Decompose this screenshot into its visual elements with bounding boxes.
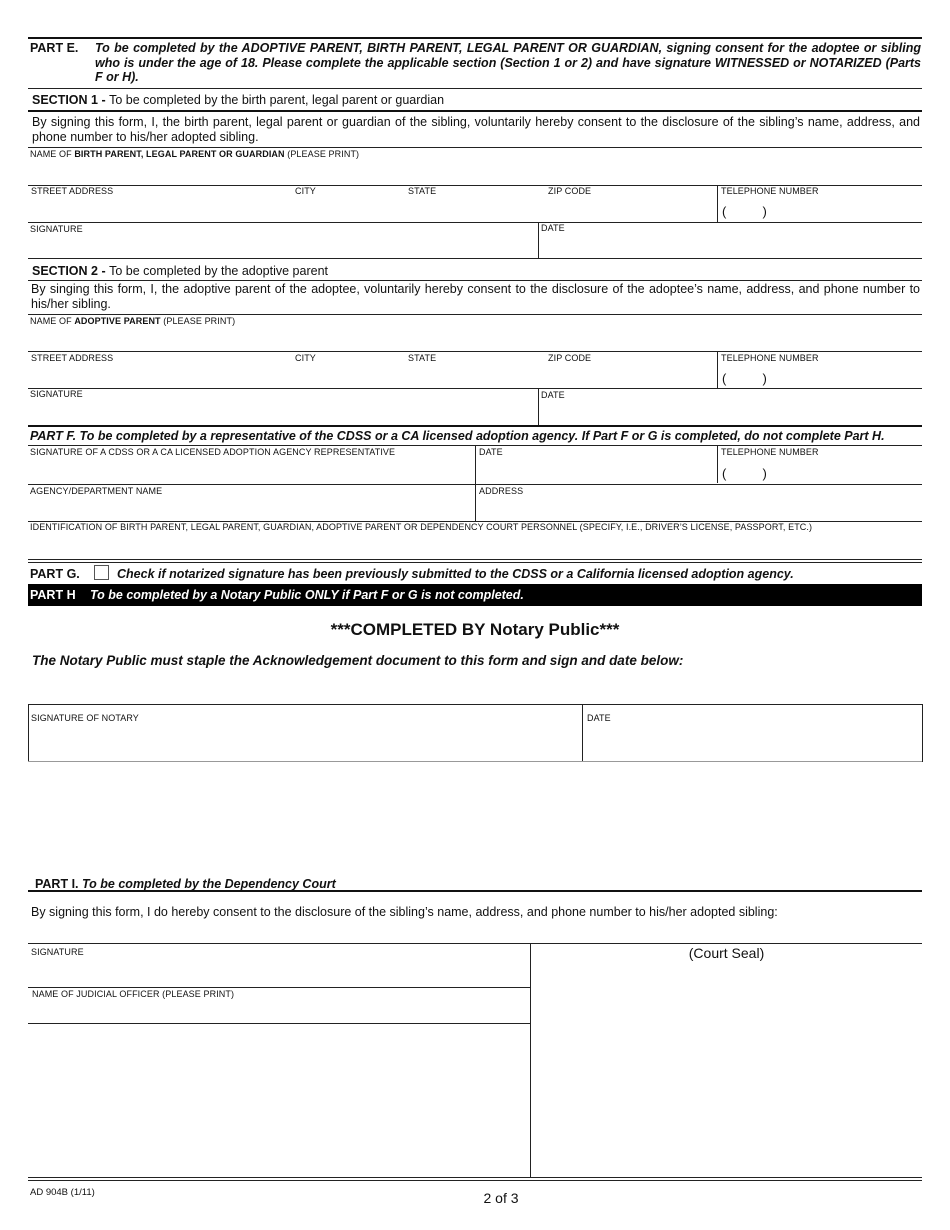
part-f-date-field[interactable] — [476, 459, 716, 483]
divider — [582, 704, 583, 761]
section1-address-field[interactable] — [28, 197, 716, 221]
part-i-signature-field[interactable] — [28, 960, 529, 986]
divider — [28, 761, 922, 762]
section1-label: SECTION 1 - — [32, 93, 110, 107]
section1-state-label: STATE — [408, 186, 437, 196]
section1-consent: By signing this form, I, the birth parent, legal parent or guardian of the sibling, voluntarily hereby consent to the disclosure of the sibling’s name, address, and phone number to his/her adopted sibling. — [32, 115, 920, 144]
notary-date-label: DATE — [587, 713, 611, 723]
part-f-heading: PART F. To be completed by a representative of the CDSS or a CA licensed adoption agency. If Part F or G is completed, do not complete Part H. — [30, 429, 885, 443]
section1-phone-paren: ( ) — [722, 204, 767, 219]
part-f-rep-signature-label: SIGNATURE OF A CDSS OR A CA LICENSED ADOPTION AGENCY REPRESENTATIVE — [30, 447, 396, 457]
divider — [28, 1023, 530, 1024]
section1-street-label: STREET ADDRESS — [31, 186, 114, 196]
divider — [28, 425, 922, 427]
section2-address-field[interactable] — [28, 364, 716, 388]
divider — [28, 314, 922, 315]
part-i-label: PART I. — [35, 877, 79, 891]
name-suffix: (PLEASE PRINT) — [284, 149, 360, 159]
divider — [530, 943, 531, 1177]
section1-heading — [32, 93, 444, 107]
section1-city-label: CITY — [295, 186, 316, 196]
name-bold: ADOPTIVE PARENT — [74, 316, 161, 326]
section1-date-label: DATE — [541, 223, 565, 233]
name-prefix: NAME OF — [30, 149, 75, 159]
part-e-instructions: To be completed by the ADOPTIVE PARENT, BIRTH PARENT, LEGAL PARENT OR GUARDIAN, signing consent for the adoptee or sibling who is under the age of 18. Please complete the applicable section (Section 1 or 2) and have signature WITNESSED or NOTARIZED (Parts F or H). — [95, 41, 921, 84]
page-number: 2 of 3 — [483, 1190, 519, 1206]
part-f-phone-label: TELEPHONE NUMBER — [721, 447, 819, 457]
section1-phone-label: TELEPHONE NUMBER — [721, 186, 819, 196]
divider — [28, 943, 922, 944]
judicial-officer-field[interactable] — [28, 1001, 529, 1023]
part-f-identification-field[interactable] — [28, 534, 922, 558]
name-bold: BIRTH PARENT, LEGAL PARENT OR GUARDIAN — [74, 149, 285, 159]
section2-name-label — [30, 316, 235, 326]
part-g-text: Check if notarized signature has been previously submitted to the CDSS or a California licensed adoption agency. — [117, 567, 794, 581]
section2-signature-field[interactable] — [28, 400, 537, 424]
divider — [28, 987, 530, 988]
divider — [28, 562, 922, 563]
part-h-text: To be completed by a Notary Public ONLY if Part F or G is not completed. — [90, 588, 524, 602]
section1-date-field[interactable] — [539, 234, 922, 258]
part-h-label: PART H — [30, 588, 76, 602]
notary-heading: ***COMPLETED BY Notary Public*** — [330, 620, 620, 639]
divider — [28, 1177, 922, 1178]
name-suffix: (PLEASE PRINT) — [160, 316, 236, 326]
section2-heading — [32, 264, 328, 278]
notary-signature-label: SIGNATURE OF NOTARY — [31, 713, 139, 723]
part-i-signature-label: SIGNATURE — [31, 947, 84, 957]
part-i-heading — [35, 877, 336, 891]
divider — [28, 147, 922, 148]
part-e-label: PART E. — [30, 41, 79, 55]
notary-date-field[interactable] — [584, 726, 920, 760]
section2-zip-label: ZIP CODE — [548, 353, 592, 363]
part-f-agency-field[interactable] — [28, 497, 474, 521]
part-i-text: To be completed by the Dependency Court — [82, 877, 336, 891]
section2-phone-label: TELEPHONE NUMBER — [721, 353, 819, 363]
notary-signature-field[interactable] — [29, 726, 581, 760]
notary-instruction: The Notary Public must staple the Acknowledgement document to this form and sign and date below: — [32, 653, 684, 668]
divider — [28, 484, 922, 485]
part-f-agency-label: AGENCY/DEPARTMENT NAME — [30, 486, 163, 496]
part-g-label: PART G. — [30, 567, 80, 581]
section1-zip-label: ZIP CODE — [548, 186, 592, 196]
part-i-consent: By signing this form, I do hereby consent to the disclosure of the sibling’s name, address, and phone number to his/her adopted sibling: — [31, 905, 778, 919]
form-id: AD 904B (1/11) — [30, 1187, 95, 1198]
divider — [28, 258, 922, 259]
section2-date-label: DATE — [541, 390, 565, 400]
part-f-date-label: DATE — [479, 447, 503, 457]
section1-name-field[interactable] — [28, 160, 922, 184]
section2-street-label: STREET ADDRESS — [31, 353, 114, 363]
section1-phone-field[interactable] — [718, 197, 922, 221]
judicial-officer-label: NAME OF JUDICIAL OFFICER (PLEASE PRINT) — [32, 989, 235, 999]
divider — [28, 110, 922, 112]
section2-city-label: CITY — [295, 353, 316, 363]
court-seal-label: (Court Seal) — [688, 945, 765, 961]
part-f-address-label: ADDRESS — [479, 486, 524, 496]
part-f-rep-signature-field[interactable] — [28, 459, 474, 483]
section1-name-label — [30, 149, 359, 159]
part-h-banner — [28, 584, 922, 606]
section2-phone-field[interactable] — [718, 364, 922, 388]
part-f-phone-paren: ( ) — [722, 466, 767, 481]
section2-name-field[interactable] — [28, 327, 922, 351]
section2-signature-label: SIGNATURE — [30, 389, 83, 399]
divider — [28, 559, 922, 560]
part-f-identification-label: IDENTIFICATION OF BIRTH PARENT, LEGAL PARENT, GUARDIAN, ADOPTIVE PARENT OR DEPENDENCY COURT PERSONNEL (SPECIFY, I.E., DRIVER’S LICENSE, PASSPORT, ETC.) — [30, 522, 813, 532]
section2-phone-paren: ( ) — [722, 371, 767, 386]
section2-state-label: STATE — [408, 353, 437, 363]
divider — [28, 1180, 922, 1181]
name-prefix: NAME OF — [30, 316, 75, 326]
top-rule — [28, 37, 922, 39]
section2-consent: By singing this form, I, the adoptive parent of the adoptee, voluntarily hereby consent to the disclosure of the adoptee’s name, address, and phone number to his/her sibling. — [31, 282, 920, 311]
section2-label: SECTION 2 - — [32, 264, 110, 278]
section1-signature-field[interactable] — [28, 234, 537, 258]
section2-title: To be completed by the adoptive parent — [109, 264, 328, 278]
section1-signature-label: SIGNATURE — [30, 224, 83, 234]
section2-date-field[interactable] — [539, 400, 922, 424]
divider — [28, 890, 922, 892]
part-g-checkbox[interactable] — [94, 565, 109, 580]
divider — [28, 351, 922, 352]
section1-title: To be completed by the birth parent, legal parent or guardian — [109, 93, 445, 107]
divider — [28, 280, 922, 281]
divider — [28, 222, 922, 223]
divider — [28, 88, 922, 89]
part-f-address-field[interactable] — [476, 497, 922, 521]
divider — [28, 388, 922, 389]
part-f-phone-field[interactable] — [718, 459, 922, 483]
